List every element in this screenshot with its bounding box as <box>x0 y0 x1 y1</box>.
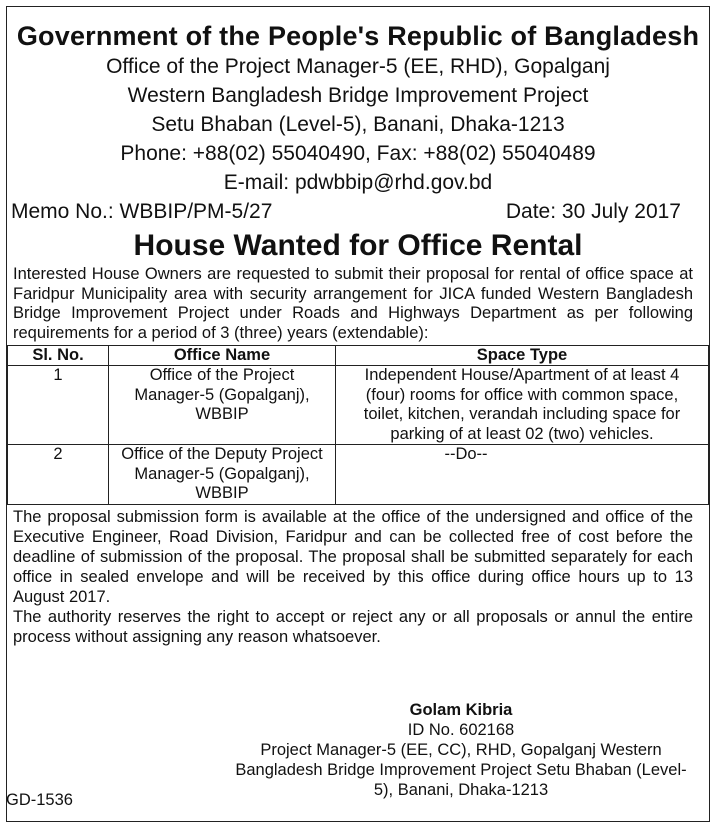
signatory-designation: Project Manager-5 (EE, CC), RHD, Gopalganj Western Bangladesh Bridge Improvement Project Setu Bhaban (Level-5), Banani, Dhaka-1213 <box>235 741 687 799</box>
address-line: Setu Bhaban (Level-5), Banani, Dhaka-1213 <box>151 113 565 136</box>
sl-cell: 2 <box>8 445 109 505</box>
requirements-table <box>7 345 709 505</box>
office-line: Office of the Project Manager-5 (EE, RHD), Gopalganj <box>106 55 610 78</box>
email-line: E-mail: pdwbbip@rhd.gov.bd <box>223 171 493 194</box>
signatory-name: Golam Kibria <box>409 701 513 719</box>
memo-number: Memo No.: WBBIP/PM-5/27 <box>11 200 273 223</box>
office-cell: Office of the Project Manager-5 (Gopalganj), WBBIP <box>109 366 336 445</box>
government-title: Government of the People's Republic of Bangladesh <box>16 21 700 51</box>
table-row <box>8 445 709 505</box>
sl-cell: 1 <box>8 366 109 445</box>
signatory-id: ID No. 602168 <box>407 721 515 739</box>
space-cell: --Do-- <box>336 445 709 505</box>
project-line: Western Bangladesh Bridge Improvement Project <box>127 84 589 107</box>
memo-date: Date: 30 July 2017 <box>505 200 681 223</box>
office-cell: Office of the Deputy Project Manager-5 (Gopalganj), WBBIP <box>109 445 336 505</box>
space-cell: Independent House/Apartment of at least 4 (four) rooms for office with common space, toilet, kitchen, verandah including space for parking of at least 02 (two) vehicles. <box>336 366 709 445</box>
column-header-sl: Sl. No. <box>8 346 109 366</box>
gd-number: GD-1536 <box>6 791 73 809</box>
letterhead <box>7 21 709 197</box>
phone-line: Phone: +88(02) 55040490, Fax: +88(02) 55040489 <box>120 142 596 165</box>
table-header-row <box>8 346 709 366</box>
signature-block <box>226 700 696 800</box>
intro-paragraph: Interested House Owners are requested to submit their proposal for rental of office space at Faridpur Municipality area with security arrangement for JICA funded Western Bangladesh Bridge Improvement Project under Roads and Highways Department as per following requirements for a period of 3 (three) years (extendable): <box>13 265 693 342</box>
table-row <box>8 366 709 445</box>
submission-paragraph: The proposal submission form is available at the office of the undersigned and office of the Executive Engineer, Road Division, Faridpur and can be collected free of cost before the deadline of submission of the proposal. The proposal shall be submitted separately for each office in sealed envelope and will be received by this office during office hours up to 13 August 2017. <box>13 507 693 606</box>
memo-row <box>7 199 709 225</box>
column-header-space: Space Type <box>336 346 709 366</box>
notice-title: House Wanted for Office Rental <box>133 229 583 262</box>
authority-paragraph: The authority reserves the right to accept or reject any or all proposals or annul the entire process without assigning any reason whatsoever. <box>13 607 693 646</box>
column-header-office: Office Name <box>109 346 336 366</box>
